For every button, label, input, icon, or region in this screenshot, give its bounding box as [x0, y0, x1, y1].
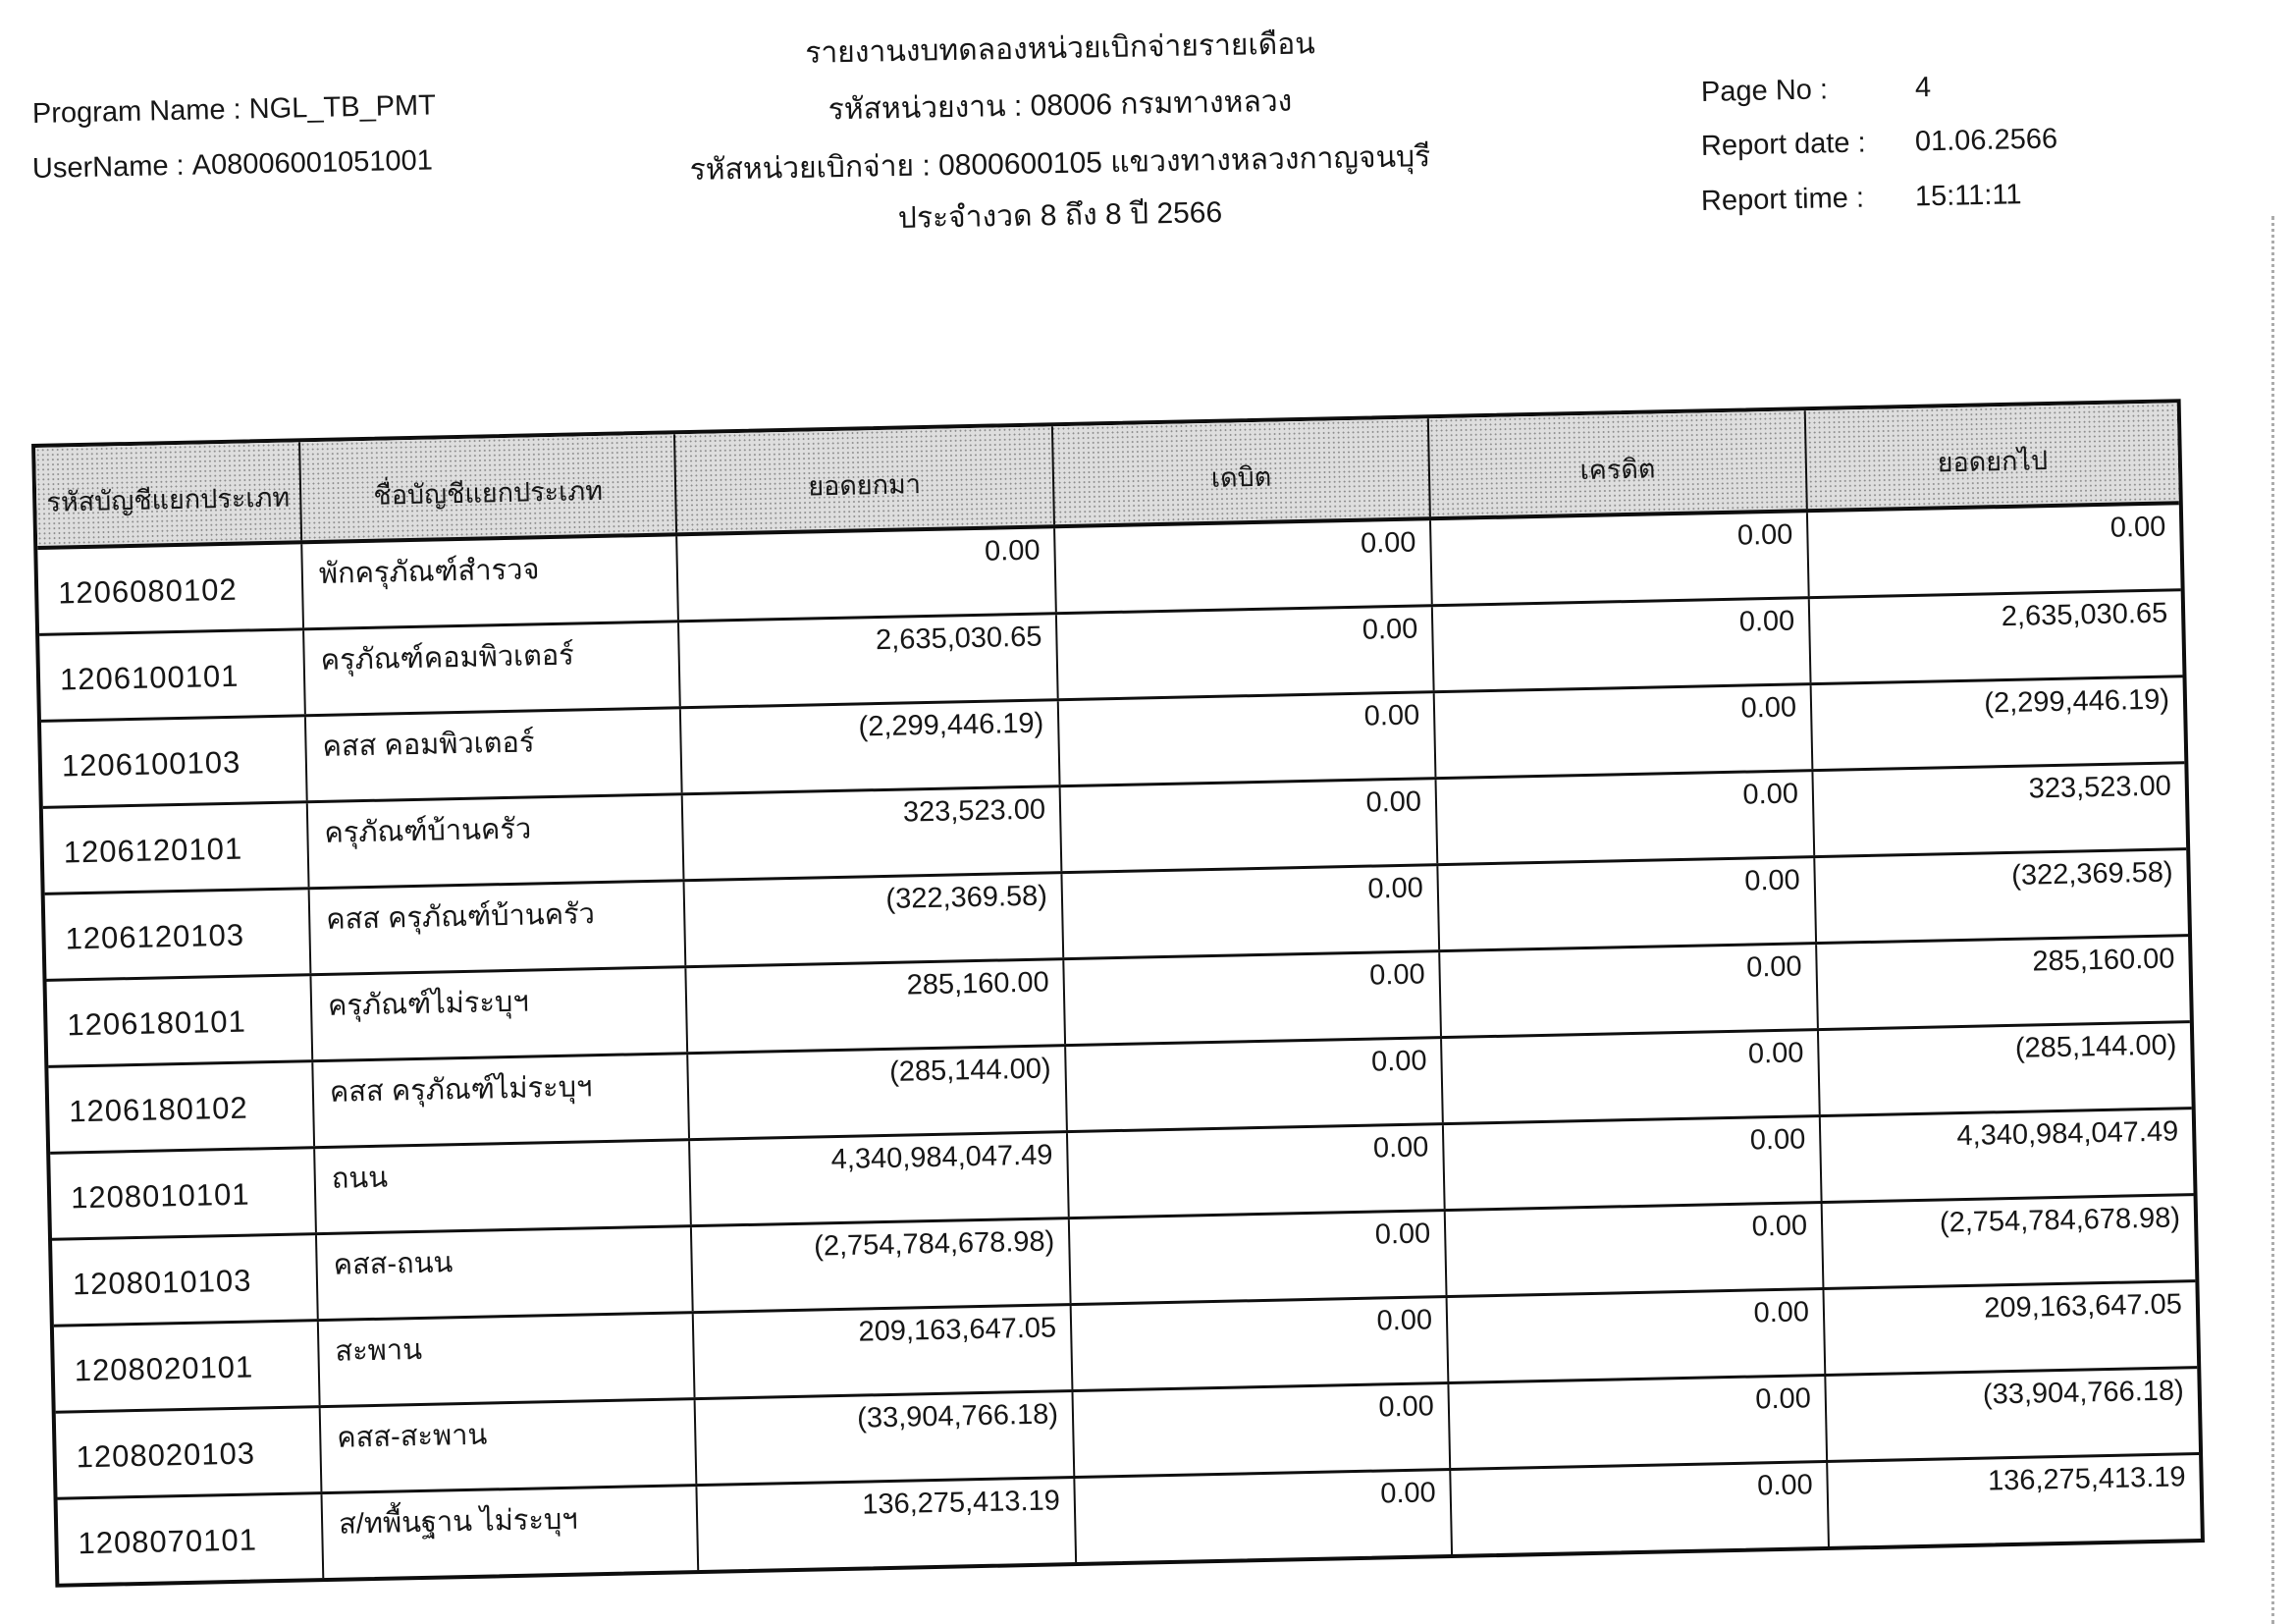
- col-header-debit: เดบิต: [1053, 418, 1431, 524]
- debit-cell: 0.00: [1066, 1039, 1444, 1130]
- program-name-label: Program Name :: [31, 93, 242, 130]
- report-date-value: 01.06.2566: [1914, 123, 2058, 158]
- credit-cell: 0.00: [1449, 1377, 1828, 1468]
- debit-cell: 0.00: [1072, 1298, 1450, 1389]
- program-name-value: NGL_TB_PMT: [248, 89, 437, 126]
- table-body: [37, 505, 2201, 1583]
- page-no-label: Page No :: [1700, 74, 1829, 108]
- account-name-cell: ส/ทพื้นฐาน ไม่ระบุฯ: [323, 1487, 700, 1578]
- credit-cell: 0.00: [1435, 685, 1814, 777]
- account-code-cell: 1206120103: [45, 890, 312, 979]
- closing-balance-cell: 136,275,413.19: [1987, 1461, 2186, 1497]
- account-code-cell: 1208010101: [50, 1149, 317, 1238]
- account-name-cell: คสส-สะพาน: [321, 1400, 698, 1491]
- disbursement-unit-line: รหัสหน่วยเบิกจ่าย : 0800600105 แขวงทางหลวงกาญจนบุรี: [689, 140, 1431, 187]
- opening-balance-cell: 323,523.00: [683, 787, 1063, 879]
- opening-balance-cell: (2,754,784,678.98): [692, 1219, 1072, 1311]
- account-code-cell: 1208020103: [56, 1408, 323, 1497]
- opening-balance-cell: (285,144.00): [688, 1047, 1068, 1138]
- opening-balance-cell: (322,369.58): [685, 874, 1065, 965]
- debit-cell: 0.00: [1070, 1212, 1448, 1303]
- opening-balance-cell: 209,163,647.05: [694, 1306, 1074, 1397]
- report-date-label: Report date :: [1700, 127, 1866, 162]
- account-name-cell: คสส ครุภัณฑ์บ้านครัว: [310, 882, 687, 973]
- closing-balance-cell: 209,163,647.05: [1983, 1288, 2183, 1325]
- debit-cell: 0.00: [1068, 1125, 1446, 1217]
- col-header-account-code: รหัสบัญชีแยกประเภท: [35, 442, 302, 546]
- scan-artifact-dotted-line: [2271, 216, 2274, 1624]
- account-name-cell: คสส คอมพิวเตอร์: [306, 709, 683, 800]
- credit-cell: 0.00: [1448, 1290, 1827, 1381]
- account-code-cell: 1206080102: [37, 544, 304, 633]
- credit-cell: 0.00: [1446, 1204, 1825, 1295]
- debit-cell: 0.00: [1075, 1471, 1453, 1562]
- col-header-opening-balance: ยอดยกมา: [675, 426, 1055, 532]
- opening-balance-cell: 4,340,984,047.49: [690, 1133, 1070, 1224]
- user-name-value: A08006001051001: [191, 144, 434, 182]
- user-name-line: [32, 144, 434, 186]
- debit-cell: 0.00: [1057, 607, 1435, 698]
- report-time-label: Report time :: [1700, 182, 1865, 217]
- col-header-closing-balance: ยอดยกไป: [1937, 445, 2049, 477]
- account-name-cell: ครุภัณฑ์บ้านครัว: [308, 795, 685, 887]
- opening-balance-cell: (33,904,766.18): [696, 1392, 1076, 1484]
- closing-balance-cell: 0.00: [2109, 511, 2166, 544]
- account-code-cell: 1206100101: [39, 630, 306, 720]
- closing-balance-cell: (322,369.58): [2010, 856, 2173, 892]
- debit-cell: 0.00: [1055, 520, 1433, 612]
- account-name-cell: สะพาน: [319, 1314, 696, 1405]
- opening-balance-cell: 2,635,030.65: [679, 615, 1059, 706]
- closing-balance-cell: (2,299,446.19): [1984, 683, 2170, 720]
- debit-cell: 0.00: [1062, 866, 1440, 957]
- opening-balance-cell: 0.00: [677, 528, 1057, 620]
- closing-balance-cell: 4,340,984,047.49: [1956, 1115, 2179, 1153]
- account-code-cell: 1208010103: [52, 1235, 319, 1325]
- credit-cell: 0.00: [1451, 1463, 1830, 1554]
- account-code-cell: 1206120101: [43, 803, 310, 893]
- closing-balance-cell: 323,523.00: [2028, 770, 2172, 805]
- closing-balance-cell: 285,160.00: [2032, 943, 2175, 978]
- trial-balance-table: [31, 399, 2205, 1588]
- account-code-cell: 1206180102: [48, 1062, 315, 1152]
- debit-cell: 0.00: [1064, 952, 1442, 1044]
- report-time-value: 15:11:11: [1914, 179, 2022, 213]
- account-name-cell: พักครุภัณฑ์สำรวจ: [302, 536, 679, 627]
- closing-balance-cell: (285,144.00): [2014, 1029, 2177, 1064]
- closing-balance-cell: (33,904,766.18): [1982, 1375, 2185, 1411]
- account-name-cell: ถนน: [315, 1141, 692, 1232]
- opening-balance-cell: (2,299,446.19): [681, 701, 1061, 792]
- credit-cell: 0.00: [1437, 772, 1816, 863]
- account-name-cell: คสส ครุภัณฑ์ไม่ระบุฯ: [313, 1055, 690, 1146]
- report-time-line: [1701, 174, 2252, 218]
- page-no-value: 4: [1914, 72, 1932, 104]
- closing-balance-cell: (2,754,784,678.98): [1939, 1202, 2181, 1239]
- account-code-cell: 1208070101: [58, 1494, 325, 1584]
- credit-cell: 0.00: [1431, 513, 1810, 604]
- user-name-label: UserName :: [31, 149, 185, 185]
- account-name-cell: ครุภัณฑ์คอมพิวเตอร์: [304, 623, 681, 714]
- credit-cell: 0.00: [1442, 1031, 1821, 1122]
- page-no-line: [1701, 65, 2252, 109]
- agency-code-line: รหัสหน่วยงาน : 08006 กรมทางหลวง: [828, 84, 1293, 127]
- debit-cell: 0.00: [1074, 1384, 1452, 1476]
- closing-balance-cell: 2,635,030.65: [2001, 597, 2168, 633]
- trial-balance-table-wrap: [31, 399, 2205, 1588]
- report-title: รายงานงบทดลองหน่วยเบิกจ่ายรายเดือน: [804, 27, 1316, 70]
- program-name-line: [32, 89, 437, 131]
- opening-balance-cell: 136,275,413.19: [697, 1479, 1077, 1570]
- account-name-cell: ครุภัณฑ์ไม่ระบุฯ: [311, 968, 688, 1059]
- account-name-cell: คสส-ถนน: [317, 1227, 694, 1319]
- debit-cell: 0.00: [1059, 693, 1437, 785]
- credit-cell: 0.00: [1438, 858, 1817, 949]
- account-code-cell: 1206100103: [41, 717, 308, 806]
- credit-cell: 0.00: [1444, 1117, 1823, 1209]
- account-code-cell: 1206180101: [47, 976, 314, 1065]
- credit-cell: 0.00: [1433, 599, 1812, 690]
- col-header-account-name: ชื่อบัญชีแยกประเภท: [300, 434, 677, 540]
- debit-cell: 0.00: [1061, 780, 1439, 871]
- credit-cell: 0.00: [1440, 945, 1819, 1036]
- col-header-credit: เครดิต: [1429, 410, 1808, 516]
- opening-balance-cell: 285,160.00: [686, 960, 1066, 1052]
- period-line: ประจำงวด 8 ถึง 8 ปี 2566: [897, 195, 1223, 236]
- account-code-cell: 1208020101: [54, 1322, 321, 1411]
- report-date-line: [1701, 119, 2252, 163]
